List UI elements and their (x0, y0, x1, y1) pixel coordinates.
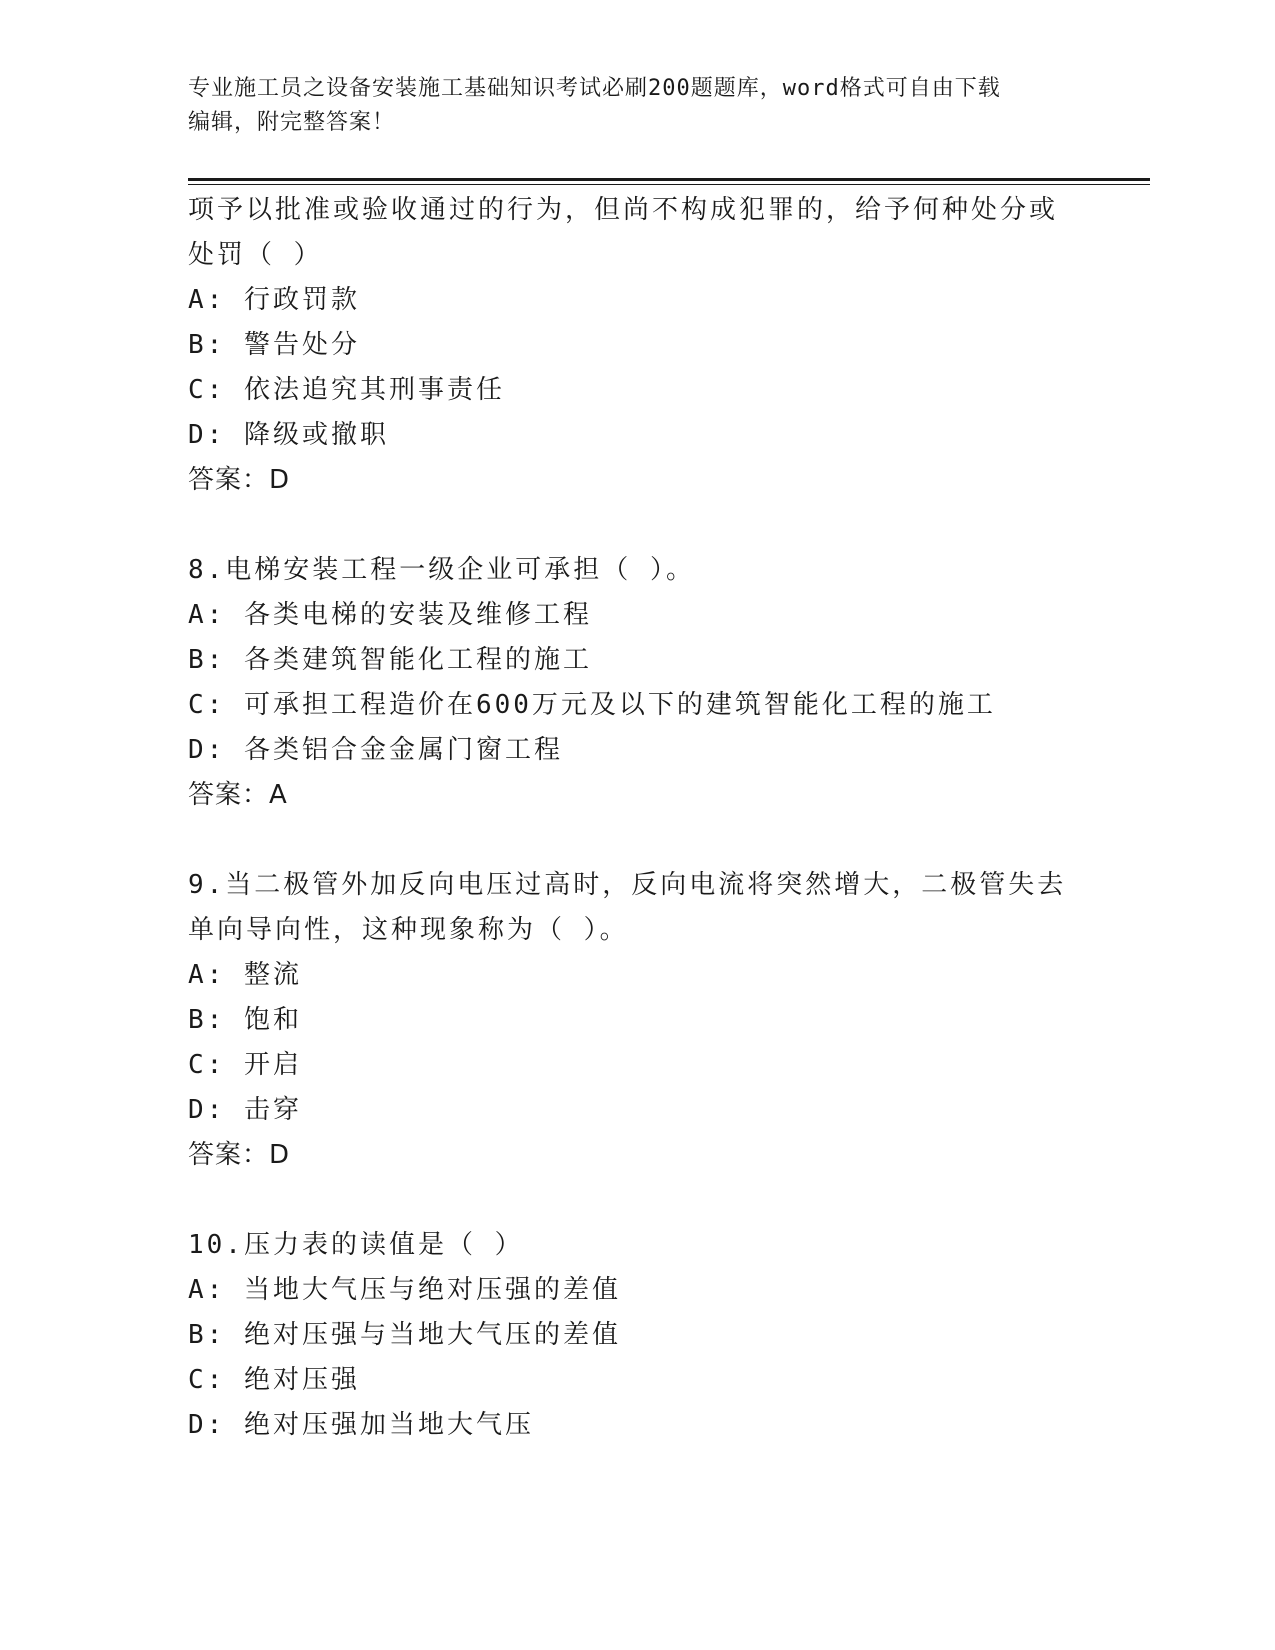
option-d: D: 各类铝合金金属门窗工程 (188, 735, 563, 765)
question-stem: 单向导向性，这种现象称为（ ）。 (188, 915, 629, 945)
option-a: A: 各类电梯的安装及维修工程 (188, 600, 592, 630)
header-divider-thin (188, 184, 1150, 185)
header-title-line1: 专业施工员之设备安装施工基础知识考试必刷200题题库，word格式可自由下载 (188, 76, 1001, 101)
question-stem: 项予以批准或验收通过的行为，但尚不构成犯罪的，给予何种处分或 (188, 195, 1059, 225)
header-divider-thick (188, 178, 1150, 181)
question-10 (188, 1223, 1088, 1448)
question-content (188, 188, 1088, 1448)
option-c: C: 依法追究其刑事责任 (188, 375, 505, 405)
question-stem: 9.当二极管外加反向电压过高时，反向电流将突然增大，二极管失去 (188, 870, 1067, 900)
option-b: B: 饱和 (188, 1005, 302, 1035)
spacer (188, 503, 1088, 548)
option-a: A: 整流 (188, 960, 302, 990)
option-d: D: 降级或撤职 (188, 420, 389, 450)
question-9 (188, 863, 1088, 1178)
question-stem: 8.电梯安装工程一级企业可承担（ ）。 (188, 555, 695, 585)
option-a: A: 当地大气压与绝对压强的差值 (188, 1275, 621, 1305)
answer-label: 答案：D (188, 465, 291, 495)
option-b: B: 绝对压强与当地大气压的差值 (188, 1320, 621, 1350)
option-c: C: 开启 (188, 1050, 302, 1080)
option-b: B: 各类建筑智能化工程的施工 (188, 645, 592, 675)
option-a: A: 行政罚款 (188, 285, 360, 315)
answer-label: 答案：D (188, 1140, 291, 1170)
question-stem: 10.压力表的读值是（ ） (188, 1230, 524, 1260)
option-d: D: 击穿 (188, 1095, 302, 1125)
option-c: C: 绝对压强 (188, 1365, 360, 1395)
page-header (188, 72, 1088, 140)
option-c: C: 可承担工程造价在600万元及以下的建筑智能化工程的施工 (188, 690, 996, 720)
option-d: D: 绝对压强加当地大气压 (188, 1410, 534, 1440)
question-7 (188, 188, 1088, 503)
question-stem: 处罚（ ） (188, 240, 323, 270)
header-title-line2: 编辑，附完整答案！ (188, 110, 396, 135)
option-b: B: 警告处分 (188, 330, 360, 360)
answer-label: 答案：A (188, 780, 288, 810)
spacer (188, 818, 1088, 863)
question-8 (188, 548, 1088, 818)
spacer (188, 1178, 1088, 1223)
